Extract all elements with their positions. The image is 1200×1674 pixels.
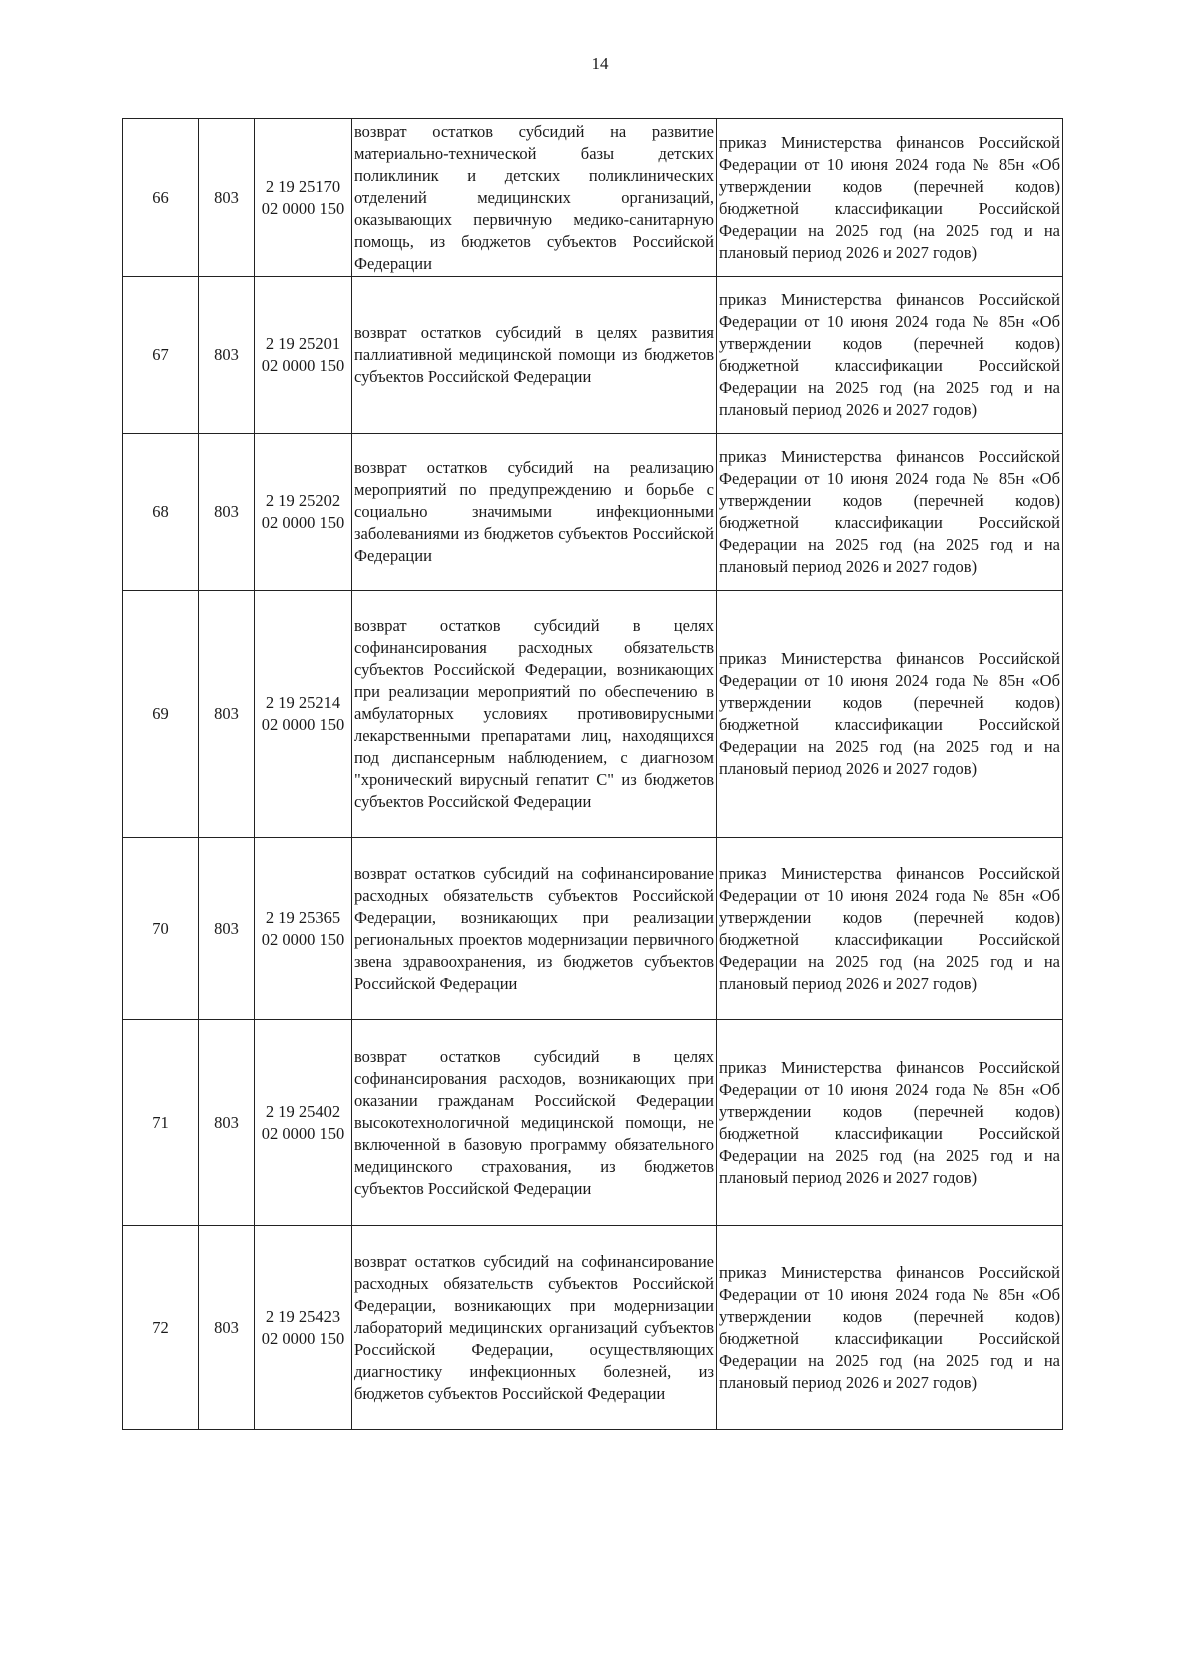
legal-basis: приказ Министерства финансов Российской Федерации от 10 июня 2024 года № 85н «Об утверждении кодов (перечней кодов) бюджетной классификации Российской Федерации на 2025 год (на 2025 год и на плановый период 2026 и 2027 годов) bbox=[717, 119, 1063, 277]
budget-code bbox=[255, 119, 352, 277]
budget-code-line1: 2 19 25402 bbox=[265, 1101, 341, 1121]
admin-code: 803 bbox=[199, 434, 255, 591]
income-description: возврат остатков субсидий на софинансирование расходных обязательств субъектов Российской Федерации, возникающих при модернизации лабораторий медицинских организаций субъектов Российской Федерации, осуществляющих диагностику инфекционных болезней, из бюджетов субъектов Российской Федерации bbox=[352, 1226, 717, 1430]
budget-code bbox=[255, 434, 352, 591]
row-number: 69 bbox=[123, 591, 199, 838]
table-row bbox=[123, 277, 1063, 434]
budget-code-line1: 2 19 25214 bbox=[265, 693, 341, 712]
income-description: возврат остатков субсидий в целях софинансирования расходов, возникающих при оказании гражданам Российской Федерации высокотехнологичной медицинской помощи, не включенной в базовую программу обязательного медицинского страхования, из бюджетов субъектов Российской Федерации bbox=[352, 1020, 717, 1226]
budget-code-line2: 02 0000 150 bbox=[261, 1328, 345, 1348]
row-number: 68 bbox=[123, 434, 199, 591]
budget-code-line1: 2 19 25201 bbox=[265, 334, 341, 353]
budget-code-line1: 2 19 25365 bbox=[265, 907, 341, 927]
admin-code: 803 bbox=[199, 591, 255, 838]
table-row bbox=[123, 1020, 1063, 1226]
table-row bbox=[123, 591, 1063, 838]
row-number: 66 bbox=[123, 119, 199, 277]
legal-basis: приказ Министерства финансов Российской Федерации от 10 июня 2024 года № 85н «Об утверждении кодов (перечней кодов) бюджетной классификации Российской Федерации на 2025 год (на 2025 год и на плановый период 2026 и 2027 годов) bbox=[717, 1020, 1063, 1226]
legal-basis: приказ Министерства финансов Российской Федерации от 10 июня 2024 года № 85н «Об утверждении кодов (перечней кодов) бюджетной классификации Российской Федерации на 2025 год (на 2025 год и на плановый период 2026 и 2027 годов) bbox=[717, 838, 1063, 1020]
budget-code-line2: 02 0000 150 bbox=[261, 356, 345, 375]
admin-code: 803 bbox=[199, 119, 255, 277]
budget-code-line2: 02 0000 150 bbox=[261, 715, 345, 734]
budget-code-line2: 02 0000 150 bbox=[261, 929, 345, 949]
legal-basis: приказ Министерства финансов Российской Федерации от 10 июня 2024 года № 85н «Об утверждении кодов (перечней кодов) бюджетной классификации Российской Федерации на 2025 год (на 2025 год и на плановый период 2026 и 2027 годов) bbox=[717, 591, 1063, 838]
table-row bbox=[123, 119, 1063, 277]
income-description: возврат остатков субсидий в целях софинансирования расходных обязательств субъектов Российской Федерации, возникающих при реализации мероприятий по обеспечению в амбулаторных условиях противовирусными лекарственными препаратами лиц, находящихся под диспансерным наблюдением, с диагнозом "хронический вирусный гепатит С" из бюджетов субъектов Российской Федерации bbox=[352, 591, 717, 838]
budget-code bbox=[255, 277, 352, 434]
budget-code-line2: 02 0000 150 bbox=[261, 513, 345, 532]
row-number: 72 bbox=[123, 1226, 199, 1430]
admin-code: 803 bbox=[199, 1226, 255, 1430]
budget-code-line2: 02 0000 150 bbox=[261, 1123, 345, 1143]
legal-basis: приказ Министерства финансов Российской Федерации от 10 июня 2024 года № 85н «Об утверждении кодов (перечней кодов) бюджетной классификации Российской Федерации на 2025 год (на 2025 год и на плановый период 2026 и 2027 годов) bbox=[717, 277, 1063, 434]
budget-code-line1: 2 19 25202 bbox=[265, 491, 341, 510]
table-row bbox=[123, 434, 1063, 591]
income-description: возврат остатков субсидий на развитие материально-технической базы детских поликлиник и детских поликлинических отделений медицинских организаций, оказывающих первичную медико-санитарную помощь, из бюджетов субъектов Российской Федерации bbox=[352, 119, 717, 277]
table-row bbox=[123, 1226, 1063, 1430]
table-row bbox=[123, 838, 1063, 1020]
admin-code: 803 bbox=[199, 1020, 255, 1226]
budget-code bbox=[255, 591, 352, 838]
income-description: возврат остатков субсидий на софинансирование расходных обязательств субъектов Российской Федерации, возникающих при реализации региональных проектов модернизации первичного звена здравоохранения, из бюджетов субъектов Российской Федерации bbox=[352, 838, 717, 1020]
budget-code bbox=[255, 1226, 352, 1430]
row-number: 67 bbox=[123, 277, 199, 434]
income-description: возврат остатков субсидий на реализацию мероприятий по предупреждению и борьбе с социально значимыми инфекционными заболеваниями из бюджетов субъектов Российской Федерации bbox=[352, 434, 717, 591]
page-number: 14 bbox=[591, 54, 609, 73]
admin-code: 803 bbox=[199, 838, 255, 1020]
row-number: 70 bbox=[123, 838, 199, 1020]
row-number: 71 bbox=[123, 1020, 199, 1226]
budget-codes-table bbox=[122, 118, 1063, 1430]
legal-basis: приказ Министерства финансов Российской Федерации от 10 июня 2024 года № 85н «Об утверждении кодов (перечней кодов) бюджетной классификации Российской Федерации на 2025 год (на 2025 год и на плановый период 2026 и 2027 годов) bbox=[717, 434, 1063, 591]
admin-code: 803 bbox=[199, 277, 255, 434]
legal-basis: приказ Министерства финансов Российской Федерации от 10 июня 2024 года № 85н «Об утверждении кодов (перечней кодов) бюджетной классификации Российской Федерации на 2025 год (на 2025 год и на плановый период 2026 и 2027 годов) bbox=[717, 1226, 1063, 1430]
budget-code-line1: 2 19 25423 bbox=[265, 1306, 341, 1326]
budget-code bbox=[255, 838, 352, 1020]
budget-code-line1: 2 19 25170 bbox=[265, 176, 341, 196]
income-description: возврат остатков субсидий в целях развития паллиативной медицинской помощи из бюджетов субъектов Российской Федерации bbox=[352, 277, 717, 434]
budget-code bbox=[255, 1020, 352, 1226]
budget-code-line2: 02 0000 150 bbox=[261, 198, 345, 218]
